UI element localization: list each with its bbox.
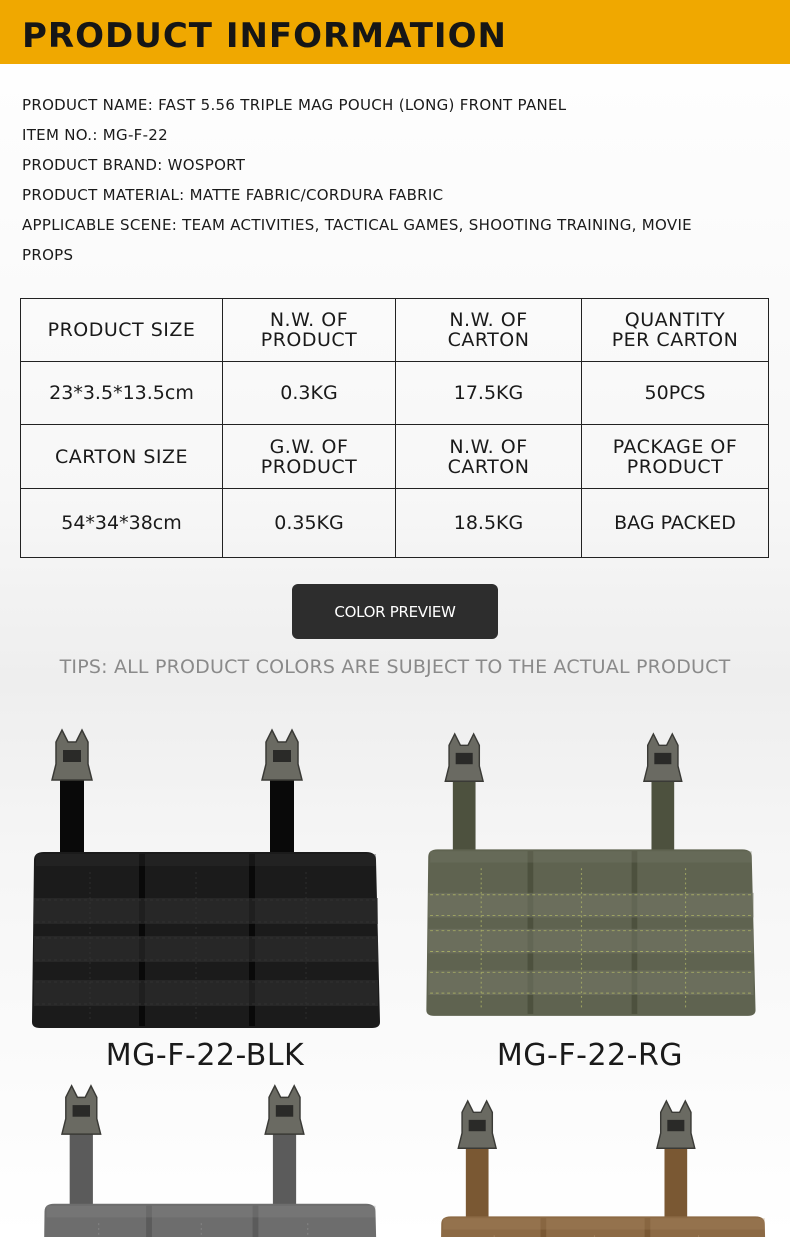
color-preview-button[interactable]: COLOR PREVIEW <box>292 584 498 639</box>
spec-value-cell: 0.35KG <box>223 489 396 558</box>
molle-row <box>428 929 753 954</box>
spec-header-cell: PRODUCT SIZE <box>21 299 223 362</box>
pouch-image-grey <box>30 1078 390 1237</box>
pouch-top-edge <box>36 854 376 866</box>
spec-value-cell: 23*3.5*13.5cm <box>21 362 223 425</box>
spec-table <box>20 298 769 558</box>
molle-row <box>428 893 753 918</box>
header-banner <box>0 0 790 64</box>
product-grey <box>30 1078 390 1237</box>
pouch-top-edge <box>430 851 752 862</box>
spec-header-cell: G.W. OF PRODUCT <box>223 425 396 489</box>
spec-header-cell: N.W. OF CARTON <box>396 299 582 362</box>
spec-header-row <box>21 425 769 489</box>
strap-left <box>70 1134 93 1211</box>
buckle-slot <box>273 750 291 762</box>
info-scene: APPLICABLE SCENE: TEAM ACTIVITIES, TACTICAL GAMES, SHOOTING TRAINING, MOVIE <box>22 216 692 234</box>
pouch-image-tan <box>428 1090 778 1237</box>
buckle-slot <box>73 1105 90 1117</box>
tips-text: TIPS: ALL PRODUCT COLORS ARE SUBJECT TO THE ACTUAL PRODUCT <box>59 656 731 678</box>
product-label-rg: MG-F-22-RG <box>496 1038 684 1073</box>
spec-value-row <box>21 489 769 558</box>
info-material: PRODUCT MATERIAL: MATTE FABRIC/CORDURA FABRIC <box>22 186 444 204</box>
pouch-top-edge <box>46 1206 375 1218</box>
spec-header-cell: QUANTITY PER CARTON <box>582 299 769 362</box>
info-product-name: PRODUCT NAME: FAST 5.56 TRIPLE MAG POUCH (LONG) FRONT PANEL <box>22 96 567 114</box>
strap-left <box>60 780 84 860</box>
strap-left <box>466 1148 489 1224</box>
molle-row <box>428 970 753 995</box>
buckle-slot <box>667 1120 684 1131</box>
molle-row <box>34 936 378 962</box>
buckle-slot <box>456 753 473 764</box>
product-tan <box>428 1090 778 1237</box>
spec-value-cell: 54*34*38cm <box>21 489 223 558</box>
spec-value-cell: 0.3KG <box>223 362 396 425</box>
pouch-top-edge <box>443 1218 765 1229</box>
strap-right <box>273 1134 296 1211</box>
product-rg <box>415 718 765 1080</box>
spec-header-cell: PACKAGE OF PRODUCT <box>582 425 769 489</box>
info-item-no: ITEM NO.: MG-F-22 <box>22 126 168 144</box>
strap-right <box>270 780 294 860</box>
spec-value-cell: 18.5KG <box>396 489 582 558</box>
buckle-slot <box>654 753 671 764</box>
molle-row <box>34 980 378 1006</box>
buckle-slot <box>469 1120 486 1131</box>
info-scene-cont: PROPS <box>22 246 74 264</box>
info-brand: PRODUCT BRAND: WOSPORT <box>22 156 246 174</box>
strap-right <box>651 781 674 857</box>
page-title: PRODUCT INFORMATION <box>22 16 507 56</box>
pouch-image-ranger-green <box>415 718 765 1028</box>
spec-value-row <box>21 362 769 425</box>
spec-header-cell: N.W. OF CARTON <box>396 425 582 489</box>
buckle-slot <box>63 750 81 762</box>
strap-right <box>664 1148 687 1224</box>
pouch-image-black <box>20 722 390 1032</box>
spec-value-cell: 50PCS <box>582 362 769 425</box>
spec-value-cell: 17.5KG <box>396 362 582 425</box>
spec-header-cell: N.W. OF PRODUCT <box>223 299 396 362</box>
spec-header-row <box>21 299 769 362</box>
spec-header-cell: CARTON SIZE <box>21 425 223 489</box>
buckle-slot <box>276 1105 293 1117</box>
product-info <box>22 90 762 270</box>
product-label-blk: MG-F-22-BLK <box>105 1038 305 1073</box>
strap-left <box>453 781 476 857</box>
product-blk <box>20 722 390 1080</box>
spec-value-cell: BAG PACKED <box>582 489 769 558</box>
molle-row <box>34 898 378 924</box>
